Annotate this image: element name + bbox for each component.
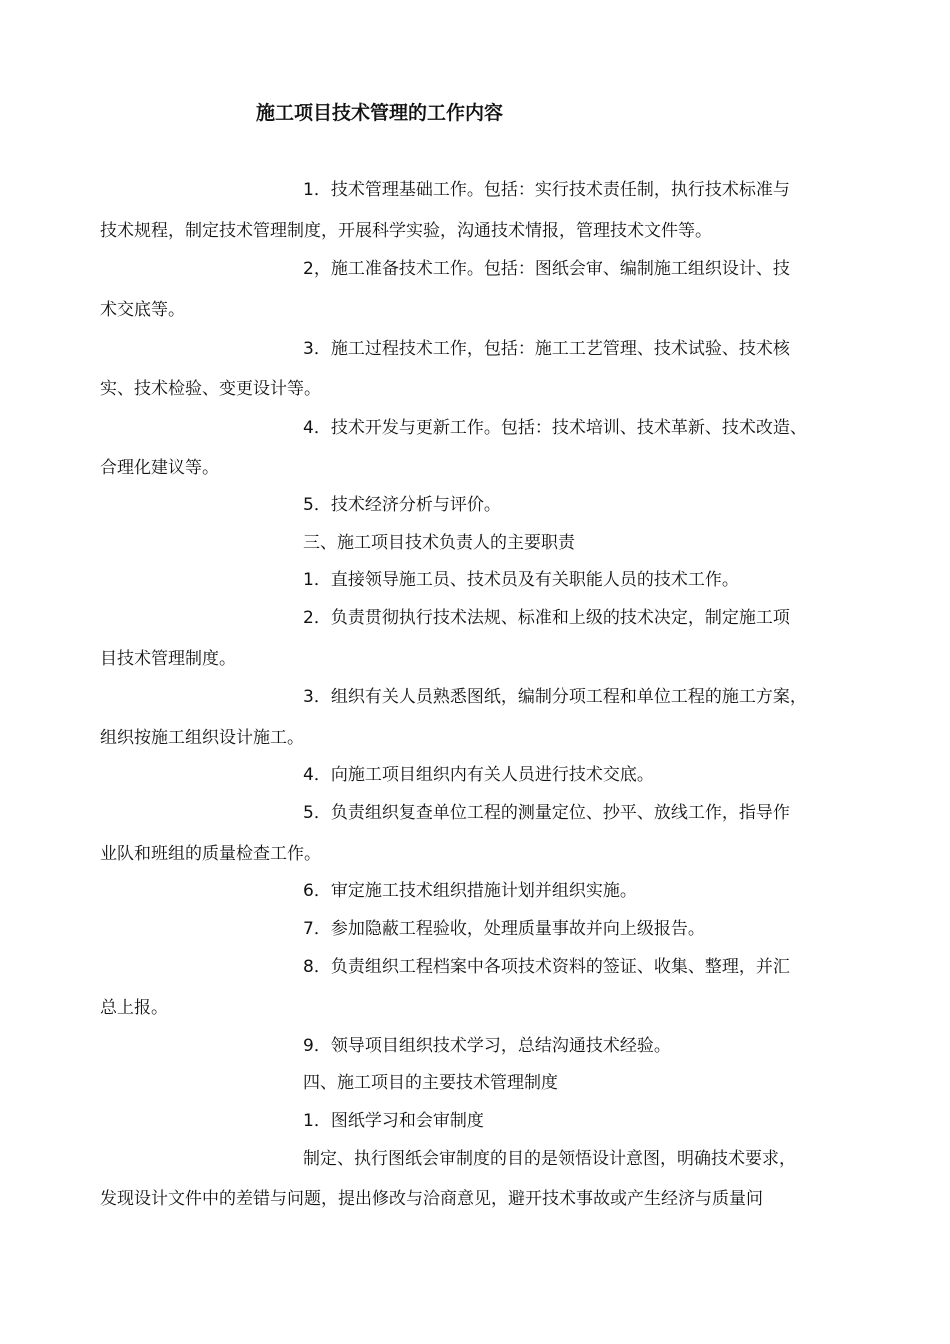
paragraph-line: 合理化建议等。 (100, 458, 219, 478)
paragraph-line: 2．负责贯彻执行技术法规、标准和上级的技术决定，制定施工项 (303, 608, 790, 628)
paragraph-line: 4．向施工项目组织内有关人员进行技术交底。 (303, 765, 654, 785)
paragraph-line: 总上报。 (100, 998, 168, 1018)
paragraph-line: 发现设计文件中的差错与问题，提出修改与洽商意见，避开技术事故或产生经济与质量问 (100, 1189, 763, 1209)
section-heading: 四、施工项目的主要技术管理制度 (303, 1073, 558, 1093)
paragraph-line: 实、技术检验、变更设计等。 (100, 379, 321, 399)
paragraph-line: 3．施工过程技术工作，包括：施工工艺管理、技术试验、技术核 (303, 339, 790, 359)
paragraph-line: 4．技术开发与更新工作。包括：技术培训、技术革新、技术改造、 (303, 418, 807, 438)
document-title: 施工项目技术管理的工作内容 (256, 102, 504, 124)
paragraph-line: 5．技术经济分析与评价。 (303, 495, 501, 515)
paragraph-line: 制定、执行图纸会审制度的目的是领悟设计意图，明确技术要求， (303, 1149, 796, 1169)
paragraph-line: 3．组织有关人员熟悉图纸，编制分项工程和单位工程的施工方案， (303, 687, 807, 707)
paragraph-line: 1．直接领导施工员、技术员及有关职能人员的技术工作。 (303, 570, 739, 590)
section-heading: 三、施工项目技术负责人的主要职责 (303, 533, 575, 553)
paragraph-line: 1．技术管理基础工作。包括：实行技术责任制，执行技术标准与 (303, 180, 790, 200)
paragraph-line: 8．负责组织工程档案中各项技术资料的签证、收集、整理，并汇 (303, 957, 790, 977)
paragraph-line: 术交底等。 (100, 300, 185, 320)
paragraph-line: 7．参加隐蔽工程验收，处理质量事故并向上级报告。 (303, 919, 705, 939)
paragraph-line: 目技术管理制度。 (100, 649, 236, 669)
paragraph-line: 技术规程，制定技术管理制度，开展科学实验，沟通技术情报，管理技术文件等。 (100, 221, 712, 241)
paragraph-line: 业队和班组的质量检查工作。 (100, 844, 321, 864)
paragraph-line: 2，施工准备技术工作。包括：图纸会审、编制施工组织设计、技 (303, 259, 790, 279)
paragraph-line: 6．审定施工技术组织措施计划并组织实施。 (303, 881, 637, 901)
subsection-heading: 1．图纸学习和会审制度 (303, 1111, 484, 1131)
paragraph-line: 9．领导项目组织技术学习，总结沟通技术经验。 (303, 1036, 671, 1056)
paragraph-line: 5．负责组织复查单位工程的测量定位、抄平、放线工作，指导作 (303, 803, 790, 823)
paragraph-line: 组织按施工组织设计施工。 (100, 728, 304, 748)
